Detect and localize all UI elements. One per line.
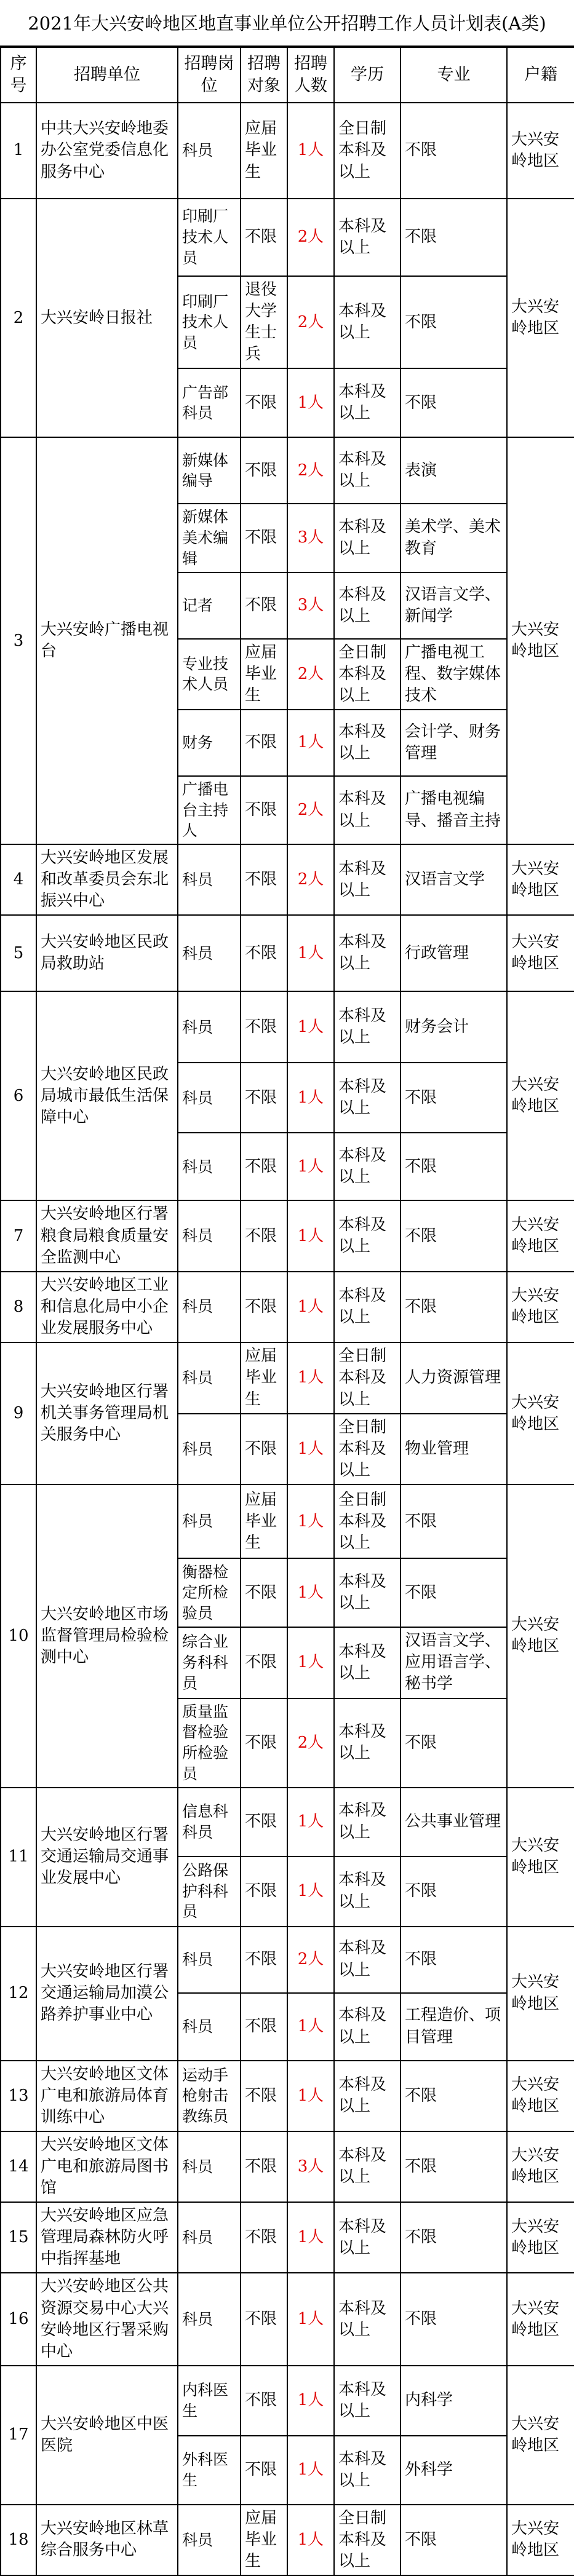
row-number: 9	[1, 1342, 36, 1484]
education-cell: 全日制本科及以上	[334, 1414, 401, 1484]
target-cell: 不限	[241, 199, 287, 276]
table-row	[1, 915, 574, 991]
major-cell: 公共事业管理	[401, 1788, 507, 1857]
education-cell: 本科及以上	[334, 776, 401, 844]
count-cell: 1人	[287, 2505, 334, 2575]
table-row	[1, 1272, 574, 1342]
post-cell: 印刷厂技术人员	[178, 199, 241, 276]
post-cell: 综合业务科科员	[178, 1627, 241, 1698]
count-cell: 1人	[287, 1272, 334, 1342]
target-cell: 不限	[241, 776, 287, 844]
row-number: 13	[1, 2061, 36, 2131]
education-cell: 本科及以上	[334, 991, 401, 1063]
unit-name: 大兴安岭广播电视台	[36, 437, 178, 844]
post-cell: 广告部科员	[178, 368, 241, 437]
header-no: 序号	[1, 47, 36, 103]
post-cell: 衡器检定所检验员	[178, 1558, 241, 1627]
unit-name: 大兴安岭地区中医医院	[36, 2366, 178, 2505]
major-cell: 外科学	[401, 2436, 507, 2505]
row-number: 18	[1, 2505, 36, 2575]
target-cell: 不限	[241, 1857, 287, 1927]
major-cell: 不限	[401, 276, 507, 368]
count-cell: 1人	[287, 368, 334, 437]
huji-cell: 大兴安岭地区	[507, 103, 574, 199]
target-cell: 不限	[241, 504, 287, 572]
unit-name: 大兴安岭地区文体广电和旅游局图书馆	[36, 2131, 178, 2202]
education-cell: 本科及以上	[334, 2061, 401, 2131]
count-cell: 1人	[287, 991, 334, 1063]
major-cell: 广播电视工程、数字媒体技术	[401, 639, 507, 710]
unit-name: 大兴安岭地区工业和信息化局中小企业发展服务中心	[36, 1272, 178, 1342]
count-cell: 3人	[287, 504, 334, 572]
header-major: 专业	[401, 47, 507, 103]
target-cell: 不限	[241, 1627, 287, 1698]
major-cell: 内科学	[401, 2366, 507, 2436]
target-cell: 不限	[241, 2366, 287, 2436]
table-row	[1, 1342, 574, 1414]
table-row	[1, 2202, 574, 2273]
post-cell: 科员	[178, 915, 241, 991]
education-cell: 全日制本科及以上	[334, 2505, 401, 2575]
post-cell: 外科医生	[178, 2436, 241, 2505]
post-cell: 印刷厂技术人员	[178, 276, 241, 368]
education-cell: 本科及以上	[334, 2202, 401, 2273]
count-cell: 2人	[287, 1927, 334, 1993]
unit-name: 大兴安岭地区林草综合服务中心	[36, 2505, 178, 2575]
table-row	[1, 1484, 574, 1558]
post-cell: 信息科科员	[178, 1788, 241, 1857]
unit-name: 大兴安岭地区市场监督管理局检验检测中心	[36, 1484, 178, 1787]
post-cell: 科员	[178, 103, 241, 199]
table-row	[1, 199, 574, 276]
target-cell: 退役大学生士兵	[241, 276, 287, 368]
education-cell: 本科及以上	[334, 276, 401, 368]
target-cell: 不限	[241, 1993, 287, 2061]
header-unit: 招聘单位	[36, 47, 178, 103]
major-cell: 不限	[401, 1133, 507, 1200]
major-cell: 不限	[401, 2505, 507, 2575]
huji-cell: 大兴安岭地区	[507, 2202, 574, 2273]
unit-name: 大兴安岭地区行署交通运输局交通事业发展中心	[36, 1788, 178, 1927]
major-cell: 不限	[401, 1200, 507, 1271]
target-cell: 不限	[241, 991, 287, 1063]
education-cell: 本科及以上	[334, 2436, 401, 2505]
huji-cell: 大兴安岭地区	[507, 1272, 574, 1342]
post-cell: 科员	[178, 1414, 241, 1484]
count-cell: 1人	[287, 2366, 334, 2436]
post-cell: 科员	[178, 2273, 241, 2365]
target-cell: 不限	[241, 437, 287, 504]
major-cell: 不限	[401, 2061, 507, 2131]
target-cell: 不限	[241, 2061, 287, 2131]
table-row	[1, 2505, 574, 2575]
unit-name: 大兴安岭地区民政局城市最低生活保障中心	[36, 991, 178, 1200]
target-cell: 不限	[241, 1414, 287, 1484]
unit-name: 大兴安岭地区行署交通运输局加漠公路养护事业中心	[36, 1927, 178, 2061]
post-cell: 科员	[178, 1342, 241, 1414]
major-cell: 物业管理	[401, 1414, 507, 1484]
table-row	[1, 103, 574, 199]
huji-cell: 大兴安岭地区	[507, 1200, 574, 1271]
post-cell: 记者	[178, 573, 241, 639]
row-number: 12	[1, 1927, 36, 2061]
huji-cell: 大兴安岭地区	[507, 1788, 574, 1927]
target-cell: 应届毕业生	[241, 1484, 287, 1558]
count-cell: 2人	[287, 276, 334, 368]
education-cell: 本科及以上	[334, 1627, 401, 1698]
post-cell: 专业技术人员	[178, 639, 241, 710]
education-cell: 本科及以上	[334, 504, 401, 572]
target-cell: 不限	[241, 1558, 287, 1627]
post-cell: 科员	[178, 991, 241, 1063]
count-cell: 3人	[287, 573, 334, 639]
huji-cell: 大兴安岭地区	[507, 1927, 574, 2061]
count-cell: 1人	[287, 1558, 334, 1627]
target-cell: 不限	[241, 1133, 287, 1200]
education-cell: 本科及以上	[334, 2366, 401, 2436]
header-education: 学历	[334, 47, 401, 103]
major-cell: 不限	[401, 368, 507, 437]
target-cell: 不限	[241, 2436, 287, 2505]
target-cell: 应届毕业生	[241, 2505, 287, 2575]
post-cell: 科员	[178, 1133, 241, 1200]
count-cell: 1人	[287, 1200, 334, 1271]
target-cell: 不限	[241, 1698, 287, 1788]
major-cell: 不限	[401, 103, 507, 199]
education-cell: 本科及以上	[334, 1133, 401, 1200]
unit-name: 大兴安岭地区应急管理局森林防火呼中指挥基地	[36, 2202, 178, 2273]
table-row	[1, 2273, 574, 2365]
post-cell: 科员	[178, 1993, 241, 2061]
count-cell: 2人	[287, 1698, 334, 1788]
count-cell: 2人	[287, 844, 334, 915]
education-cell: 本科及以上	[334, 1272, 401, 1342]
unit-name: 大兴安岭地区公共资源交易中心大兴安岭地区行署采购中心	[36, 2273, 178, 2365]
header-target: 招聘对象	[241, 47, 287, 103]
target-cell: 不限	[241, 2273, 287, 2365]
row-number: 7	[1, 1200, 36, 1271]
post-cell: 新媒体编导	[178, 437, 241, 504]
unit-name: 大兴安岭地区行署粮食局粮食质量安全监测中心	[36, 1200, 178, 1271]
count-cell: 1人	[287, 1857, 334, 1927]
education-cell: 本科及以上	[334, 1857, 401, 1927]
row-number: 10	[1, 1484, 36, 1787]
education-cell: 本科及以上	[334, 1698, 401, 1788]
table-row	[1, 2366, 574, 2436]
education-cell: 本科及以上	[334, 437, 401, 504]
target-cell: 不限	[241, 1927, 287, 1993]
count-cell: 1人	[287, 1788, 334, 1857]
unit-name: 大兴安岭地区文体广电和旅游局体育训练中心	[36, 2061, 178, 2131]
education-cell: 本科及以上	[334, 2131, 401, 2202]
post-cell: 运动手枪射击教练员	[178, 2061, 241, 2131]
row-number: 3	[1, 437, 36, 844]
post-cell: 科员	[178, 1484, 241, 1558]
education-cell: 本科及以上	[334, 1558, 401, 1627]
table-row	[1, 437, 574, 504]
count-cell: 1人	[287, 915, 334, 991]
major-cell: 不限	[401, 1698, 507, 1788]
huji-cell: 大兴安岭地区	[507, 2366, 574, 2505]
huji-cell: 大兴安岭地区	[507, 199, 574, 437]
row-number: 17	[1, 2366, 36, 2505]
huji-cell: 大兴安岭地区	[507, 2273, 574, 2365]
education-cell: 全日制本科及以上	[334, 639, 401, 710]
major-cell: 不限	[401, 1063, 507, 1133]
row-number: 2	[1, 199, 36, 437]
major-cell: 汉语言文学	[401, 844, 507, 915]
count-cell: 1人	[287, 1993, 334, 2061]
count-cell: 1人	[287, 2436, 334, 2505]
post-cell: 质量监督检验所检验员	[178, 1698, 241, 1788]
huji-cell: 大兴安岭地区	[507, 2131, 574, 2202]
count-cell: 1人	[287, 1414, 334, 1484]
post-cell: 新媒体美术编辑	[178, 504, 241, 572]
post-cell: 科员	[178, 844, 241, 915]
unit-name: 中共大兴安岭地委办公室党委信息化服务中心	[36, 103, 178, 199]
post-cell: 科员	[178, 2505, 241, 2575]
post-cell: 公路保护科科员	[178, 1857, 241, 1927]
target-cell: 应届毕业生	[241, 103, 287, 199]
post-cell: 科员	[178, 1927, 241, 1993]
header-huji: 户籍	[507, 47, 574, 103]
count-cell: 1人	[287, 103, 334, 199]
education-cell: 本科及以上	[334, 710, 401, 776]
count-cell: 2人	[287, 776, 334, 844]
row-number: 5	[1, 915, 36, 991]
huji-cell: 大兴安岭地区	[507, 1484, 574, 1787]
count-cell: 1人	[287, 1063, 334, 1133]
target-cell: 不限	[241, 1272, 287, 1342]
post-cell: 科员	[178, 1063, 241, 1133]
post-cell: 科员	[178, 2131, 241, 2202]
count-cell: 1人	[287, 710, 334, 776]
huji-cell: 大兴安岭地区	[507, 437, 574, 844]
major-cell: 不限	[401, 2131, 507, 2202]
huji-cell: 大兴安岭地区	[507, 1342, 574, 1484]
major-cell: 不限	[401, 2273, 507, 2365]
major-cell: 广播电视编导、播音主持	[401, 776, 507, 844]
target-cell: 不限	[241, 1063, 287, 1133]
major-cell: 不限	[401, 199, 507, 276]
unit-name: 大兴安岭地区行署机关事务管理局机关服务中心	[36, 1342, 178, 1484]
huji-cell: 大兴安岭地区	[507, 2505, 574, 2575]
education-cell: 全日制本科及以上	[334, 1484, 401, 1558]
major-cell: 不限	[401, 1927, 507, 1993]
huji-cell: 大兴安岭地区	[507, 915, 574, 991]
post-cell: 广播电台主持人	[178, 776, 241, 844]
education-cell: 本科及以上	[334, 1927, 401, 1993]
count-cell: 1人	[287, 1484, 334, 1558]
huji-cell: 大兴安岭地区	[507, 991, 574, 1200]
major-cell: 人力资源管理	[401, 1342, 507, 1414]
row-number: 11	[1, 1788, 36, 1927]
post-cell: 科员	[178, 2202, 241, 2273]
major-cell: 会计学、财务管理	[401, 710, 507, 776]
target-cell: 不限	[241, 915, 287, 991]
row-number: 4	[1, 844, 36, 915]
target-cell: 不限	[241, 1200, 287, 1271]
education-cell: 本科及以上	[334, 1063, 401, 1133]
count-cell: 1人	[287, 2202, 334, 2273]
count-cell: 2人	[287, 199, 334, 276]
count-cell: 1人	[287, 1133, 334, 1200]
major-cell: 美术学、美术教育	[401, 504, 507, 572]
education-cell: 本科及以上	[334, 844, 401, 915]
table-row	[1, 844, 574, 915]
target-cell: 不限	[241, 368, 287, 437]
row-number: 8	[1, 1272, 36, 1342]
major-cell: 财务会计	[401, 991, 507, 1063]
target-cell: 不限	[241, 844, 287, 915]
huji-cell: 大兴安岭地区	[507, 2061, 574, 2131]
row-number: 14	[1, 2131, 36, 2202]
page-title: 2021年大兴安岭地区地直事业单位公开招聘工作人员计划表(A类)	[0, 0, 574, 47]
row-number: 6	[1, 991, 36, 1200]
post-cell: 内科医生	[178, 2366, 241, 2436]
major-cell: 不限	[401, 1558, 507, 1627]
header-post: 招聘岗位	[178, 47, 241, 103]
row-number: 1	[1, 103, 36, 199]
major-cell: 表演	[401, 437, 507, 504]
table-row	[1, 1200, 574, 1271]
table-row	[1, 1927, 574, 1993]
target-cell: 不限	[241, 573, 287, 639]
education-cell: 本科及以上	[334, 2273, 401, 2365]
target-cell: 不限	[241, 2131, 287, 2202]
education-cell: 全日制本科及以上	[334, 1342, 401, 1414]
major-cell: 汉语言文学、新闻学	[401, 573, 507, 639]
target-cell: 不限	[241, 710, 287, 776]
major-cell: 行政管理	[401, 915, 507, 991]
count-cell: 2人	[287, 437, 334, 504]
target-cell: 不限	[241, 1788, 287, 1857]
major-cell: 不限	[401, 2202, 507, 2273]
table-row	[1, 2061, 574, 2131]
education-cell: 本科及以上	[334, 368, 401, 437]
huji-cell: 大兴安岭地区	[507, 844, 574, 915]
major-cell: 工程造价、项目管理	[401, 1993, 507, 2061]
education-cell: 本科及以上	[334, 1788, 401, 1857]
table-row	[1, 2131, 574, 2202]
education-cell: 本科及以上	[334, 915, 401, 991]
count-cell: 1人	[287, 2273, 334, 2365]
post-cell: 财务	[178, 710, 241, 776]
major-cell: 汉语言文学、应用语言学、秘书学	[401, 1627, 507, 1698]
count-cell: 1人	[287, 1342, 334, 1414]
target-cell: 不限	[241, 2202, 287, 2273]
target-cell: 应届毕业生	[241, 639, 287, 710]
table-body	[1, 103, 574, 2575]
row-number: 16	[1, 2273, 36, 2365]
major-cell: 不限	[401, 1272, 507, 1342]
recruitment-table	[0, 47, 574, 2576]
education-cell: 全日制本科及以上	[334, 103, 401, 199]
post-cell: 科员	[178, 1200, 241, 1271]
target-cell: 应届毕业生	[241, 1342, 287, 1414]
table-row	[1, 991, 574, 1063]
education-cell: 本科及以上	[334, 1200, 401, 1271]
education-cell: 本科及以上	[334, 573, 401, 639]
education-cell: 本科及以上	[334, 199, 401, 276]
education-cell: 本科及以上	[334, 1993, 401, 2061]
header-count: 招聘人数	[287, 47, 334, 103]
unit-name: 大兴安岭日报社	[36, 199, 178, 437]
row-number: 15	[1, 2202, 36, 2273]
post-cell: 科员	[178, 1272, 241, 1342]
major-cell: 不限	[401, 1484, 507, 1558]
unit-name: 大兴安岭地区发展和改革委员会东北振兴中心	[36, 844, 178, 915]
count-cell: 2人	[287, 639, 334, 710]
unit-name: 大兴安岭地区民政局救助站	[36, 915, 178, 991]
table-row	[1, 1788, 574, 1857]
count-cell: 1人	[287, 2061, 334, 2131]
count-cell: 3人	[287, 2131, 334, 2202]
count-cell: 1人	[287, 1627, 334, 1698]
header-row	[1, 47, 574, 103]
major-cell: 不限	[401, 1857, 507, 1927]
